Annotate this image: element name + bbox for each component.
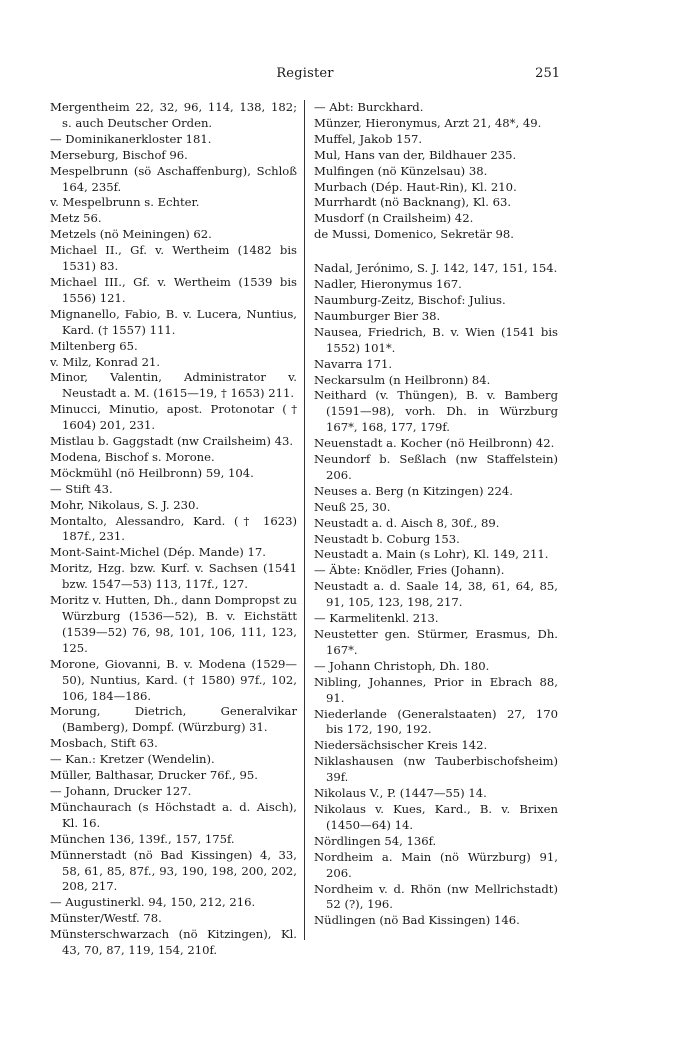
index-entry: Musdorf (n Crailsheim) 42. [314, 211, 474, 226]
index-entry: Michael II., Gf. v. Wertheim (1482 bis 1531) 83. [50, 243, 297, 274]
index-entry: — Augustinerkl. 94, 150, 212, 216. [50, 895, 256, 910]
index-entry: Neustadt a. d. Aisch 8, 30f., 89. [314, 515, 500, 530]
index-entry: — Dominikanerkloster 181. [50, 131, 212, 146]
index-entry: Montalto, Alessandro, Kard. († 1623) 187f., 231. [50, 513, 297, 544]
index-entry: Neustetter gen. Stürmer, Erasmus, Dh. 167*. [314, 627, 558, 657]
index-entry: Merseburg, Bischof 96. [50, 147, 188, 162]
index-entry: — Abt: Burckhard. [314, 100, 424, 114]
index-entry: München 136, 139f., 157, 175f. [50, 831, 235, 846]
index-entry: — Johann, Drucker 127. [50, 783, 192, 798]
index-entry: — Äbte: Knödler, Fries (Johann). [314, 563, 505, 578]
index-entry: Niklashausen (nw Tauberbischofsheim) 39f. [314, 754, 558, 785]
index-entry: Morone, Giovanni, B. v. Modena (1529—50), Nuntius, Kard. († 1580) 97f., 102, 106, 184—186. [50, 656, 297, 703]
index-entry: Moritz v. Hutten, Dh., dann Dompropst zu Würzburg (1536—52), B. v. Eichstätt (1539—52) 76, 98, 101, 106, 111, 123, 125. [50, 593, 297, 655]
index-entry: — Stift 43. [50, 481, 113, 496]
index-entry: Mergentheim 22, 32, 96, 114, 138, 182; s. auch Deutscher Orden. [50, 100, 297, 130]
index-entry: Neustadt a. Main (s Lohr), Kl. 149, 211. [314, 547, 549, 562]
index-entry: Nadler, Hieronymus 167. [314, 277, 462, 292]
index-entry: Morung, Dietrich, Generalvikar (Bamberg), Dompf. (Würzburg) 31. [50, 704, 297, 735]
index-entry: Neuenstadt a. Kocher (nö Heilbronn) 42. [314, 436, 555, 451]
index-entry: v. Mespelbrunn s. Echter. [50, 195, 200, 210]
column-divider [304, 100, 305, 940]
index-entry: Metzels (nö Meiningen) 62. [50, 227, 212, 242]
index-entry: Mont-Saint-Michel (Dép. Mande) 17. [50, 545, 266, 560]
index-entry: Michael III., Gf. v. Wertheim (1539 bis 1556) 121. [50, 274, 297, 305]
index-entry: Mistlau b. Gaggstadt (nw Crailsheim) 43. [50, 434, 294, 449]
index-entry: Nikolaus v. Kues, Kard., B. v. Brixen (1450—64) 14. [314, 801, 558, 832]
index-entry: Minor, Valentin, Administrator v. Neustadt a. M. (1615—19, † 1653) 211. [50, 370, 297, 401]
index-entry: Neuses a. Berg (n Kitzingen) 224. [314, 483, 513, 498]
section-gap [314, 243, 558, 261]
index-entry: Minucci, Minutio, apost. Protonotar († 1604) 201, 231. [50, 402, 297, 433]
index-entry: Neithard (v. Thüngen), B. v. Bamberg (1591—98), vorh. Dh. in Würzburg 167*, 168, 177, 179f. [314, 388, 558, 435]
index-entry: Murbach (Dép. Haut-Rin), Kl. 210. [314, 179, 517, 194]
index-entry: Miltenberg 65. [50, 338, 138, 353]
index-entry: v. Milz, Konrad 21. [50, 354, 161, 369]
running-header [50, 66, 560, 86]
index-entry: Münsterschwarzach (nö Kitzingen), Kl. 43, 70, 87, 119, 154, 210f. [50, 927, 297, 958]
index-entry: Mulfingen (nö Künzelsau) 38. [314, 163, 488, 178]
index-entry: Navarra 171. [314, 356, 393, 371]
index-entry: Mignanello, Fabio, B. v. Lucera, Nuntius, Kard. († 1557) 111. [50, 306, 297, 337]
index-entry: Niedersächsischer Kreis 142. [314, 738, 488, 753]
index-entry: Niederlande (Generalstaaten) 27, 170 bis 172, 190, 192. [314, 706, 558, 737]
index-entry: Murrhardt (nö Backnang), Kl. 63. [314, 195, 512, 210]
index-entry: Mohr, Nikolaus, S. J. 230. [50, 497, 200, 512]
index-entry: Nadal, Jerónimo, S. J. 142, 147, 151, 154. [314, 261, 558, 276]
index-group-m [314, 100, 558, 243]
index-entry: — Karmelitenkl. 213. [314, 611, 439, 626]
index-entry: Nüdlingen (nö Bad Kissingen) 146. [314, 913, 520, 928]
index-entry: Neustadt b. Coburg 153. [314, 531, 460, 546]
index-entry: — Kan.: Kretzer (Wendelin). [50, 752, 215, 767]
index-column-left [50, 100, 297, 959]
index-entry: Neustadt a. d. Saale 14, 38, 61, 64, 85, 91, 105, 123, 198, 217. [314, 579, 558, 610]
index-entry: Münnerstadt (nö Bad Kissingen) 4, 33, 58, 61, 85, 87f., 93, 190, 198, 200, 202, 208, 217. [50, 847, 297, 894]
index-entry: Nordheim a. Main (nö Würzburg) 91, 206. [314, 849, 558, 880]
index-entry: Müller, Balthasar, Drucker 76f., 95. [50, 768, 258, 783]
index-entry: Naumburg-Zeitz, Bischof: Julius. [314, 292, 506, 307]
index-entry: Naumburger Bier 38. [314, 308, 441, 323]
index-column-right [314, 100, 558, 929]
index-entry: de Mussi, Domenico, Sekretär 98. [314, 227, 514, 242]
index-entry: Möckmühl (nö Heilbronn) 59, 104. [50, 465, 254, 480]
index-entry: Modena, Bischof s. Morone. [50, 449, 215, 464]
index-entry: Nördlingen 54, 136f. [314, 833, 437, 848]
index-entry: Muffel, Jakob 157. [314, 131, 423, 146]
index-entry: Mespelbrunn (sö Aschaffenburg), Schloß 164, 235f. [50, 163, 297, 194]
index-entry: Nausea, Friedrich, B. v. Wien (1541 bis 1552) 101*. [314, 324, 558, 355]
index-entry: Metz 56. [50, 211, 102, 226]
index-group-n [314, 261, 558, 929]
index-entry: Nordheim v. d. Rhön (nw Mellrichstadt) 52 (?), 196. [314, 881, 558, 912]
index-entry: Münzer, Hieronymus, Arzt 21, 48*, 49. [314, 115, 542, 130]
page-title: Register [276, 66, 334, 81]
index-entry: Neuß 25, 30. [314, 499, 391, 514]
index-entry: Nibling, Johannes, Prior in Ebrach 88, 91. [314, 674, 558, 705]
index-entry: Mul, Hans van der, Bildhauer 235. [314, 147, 517, 162]
index-entry: Neckarsulm (n Heilbronn) 84. [314, 372, 491, 387]
index-entry: Nikolaus V., P. (1447—55) 14. [314, 786, 487, 801]
index-entry: — Johann Christoph, Dh. 180. [314, 658, 490, 673]
page-number: 251 [535, 66, 560, 81]
index-entry: Münster/Westf. 78. [50, 911, 162, 926]
index-entry: Moritz, Hzg. bzw. Kurf. v. Sachsen (1541 bzw. 1547—53) 113, 117f., 127. [50, 561, 297, 592]
index-entry: Münchaurach (s Höchstadt a. d. Aisch), Kl. 16. [50, 799, 297, 830]
index-entry: Mosbach, Stift 63. [50, 736, 158, 751]
index-entry: Neundorf b. Seßlach (nw Staffelstein) 206. [314, 452, 558, 482]
